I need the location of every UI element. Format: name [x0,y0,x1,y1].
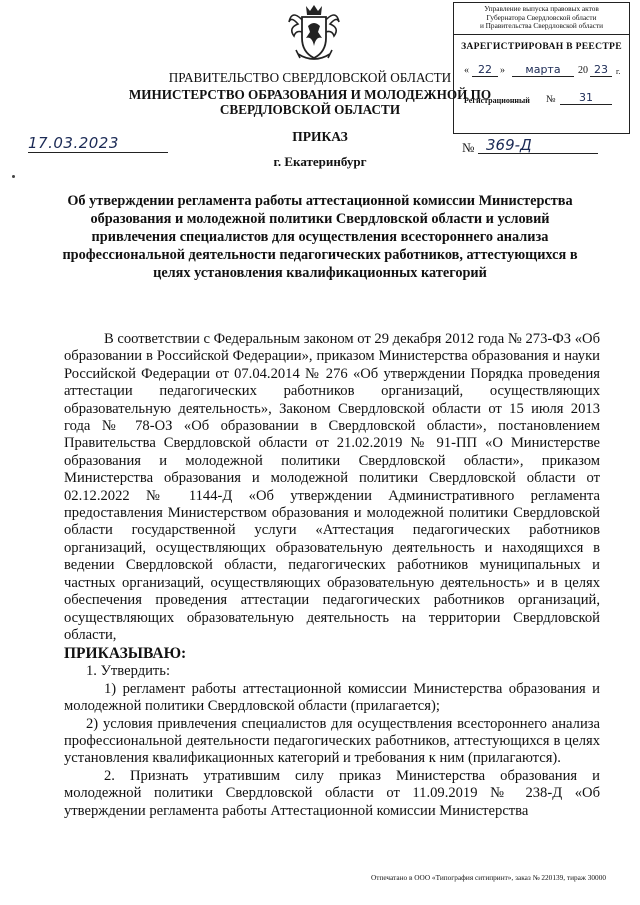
stamp-no-label: № [546,94,556,105]
stamp-year-suffix: г. [616,67,621,76]
stamp-day: 22 [472,63,498,77]
order-number: 369-Д [478,136,598,154]
stamp-year-prefix: 20 [578,65,588,76]
item-1-1: 1) регламент работы аттестационной комиссии Министерства образования и молодежной политики Свердловской области (прилагается); [64,680,600,715]
stamp-registered-label: ЗАРЕГИСТРИРОВАН В РЕЕСТРЕ [461,41,622,52]
stamp-quote-open: « [464,65,469,76]
stamp-header-line: и Правительства Свердловской области [479,21,604,30]
order-date: 17.03.2023 [28,134,168,153]
preamble-paragraph: В соответствии с Федеральным законом от 29 декабря 2012 года № 273-ФЗ «Об образовании в Российской Федерации», приказом Министерства образования и науки Российской Федерации от 07.04.2014 № 276 «Об утверждении Порядка проведения аттестации педагогических работников организаций, осуществляющих образовательную деятельность», Законом Свердловской области от 15 июля 2013 года № 78-ОЗ «Об образовании в Свердловской области», постановлением Правительства Свердловской области от 21.02.2019 № 91-ПП «О Министерстве образования и молодежной политики Свердловской области», приказом Министерства образования и молодежной политики Свердловской области от 02.12.2022 № 1144-Д «Об утверждении Административного регламента предоставления Министерством образования и молодежной политики Свердловской области государственной услуги «Аттестация педагогических работников организаций, осуществляющих образовательную деятельность и находящихся в ведении Свердловской области, педагогических работников муниципальных и частных организаций, осуществляющих образовательную деятельность» и в целях обеспечения проведения аттестации педагогических работников организаций, осуществляющих образовательную деятельность на территории Свердловской области, [64,331,600,643]
order-word: ПРИКАЗЫВАЮ: [64,645,187,663]
stamp-month: марта [512,63,574,77]
ministry-name-line2: СВЕРДЛОВСКОЙ ОБЛАСТИ [219,102,401,117]
government-name: ПРАВИТЕЛЬСТВО СВЕРДЛОВСКОЙ ОБЛАСТИ [168,70,452,85]
order-title: ПРИКАЗ [292,129,348,144]
margin-dot [12,175,15,178]
ministry-name-line1: МИНИСТЕРСТВО ОБРАЗОВАНИЯ И МОЛОДЕЖНОЙ ПО [128,87,492,102]
item-1: 1. Утвердить: [86,663,171,680]
order-body [64,331,600,820]
item-1-2: 2) условия привлечения специалистов для осуществления всестороннего анализа профессиональной деятельности педагогических работников, аттестующихся в целях установления квалификационных категорий и требования к ним (прилагаются). [64,715,600,767]
coat-of-arms-emblem [286,2,342,64]
stamp-quote-close: » [500,65,505,76]
stamp-header-line: Управление выпуска правовых актов [484,4,599,13]
order-subject: Об утверждении регламента работы аттестационной комиссии Министерства образования и молодежной политики Свердловской области и условий привлечения специалистов для осуществления всестороннего анализа профессиональной деятельности педагогических работников, аттестующихся в целях установления квалификационных категорий [62,193,578,282]
item-2: 2. Признать утратившим силу приказ Министерства образования и молодежной политики Свердловской области от 11.09.2019 № 238-Д «Об утверждении регламента работы Аттестационной комиссии Министерства [64,767,600,819]
order-number-label: № [462,140,475,155]
stamp-header [454,3,629,35]
stamp-header-line: Губернатора Свердловской области [486,12,597,22]
city: г. Екатеринбург [273,154,367,169]
print-footer: Отпечатано в ООО «Типография ситипринт», заказ № 220139, тираж 30000 [370,873,606,882]
stamp-year: 23 [590,63,612,77]
stamp-reg-label: Регистрационный [464,96,530,105]
stamp-reg-number: 31 [560,91,612,105]
